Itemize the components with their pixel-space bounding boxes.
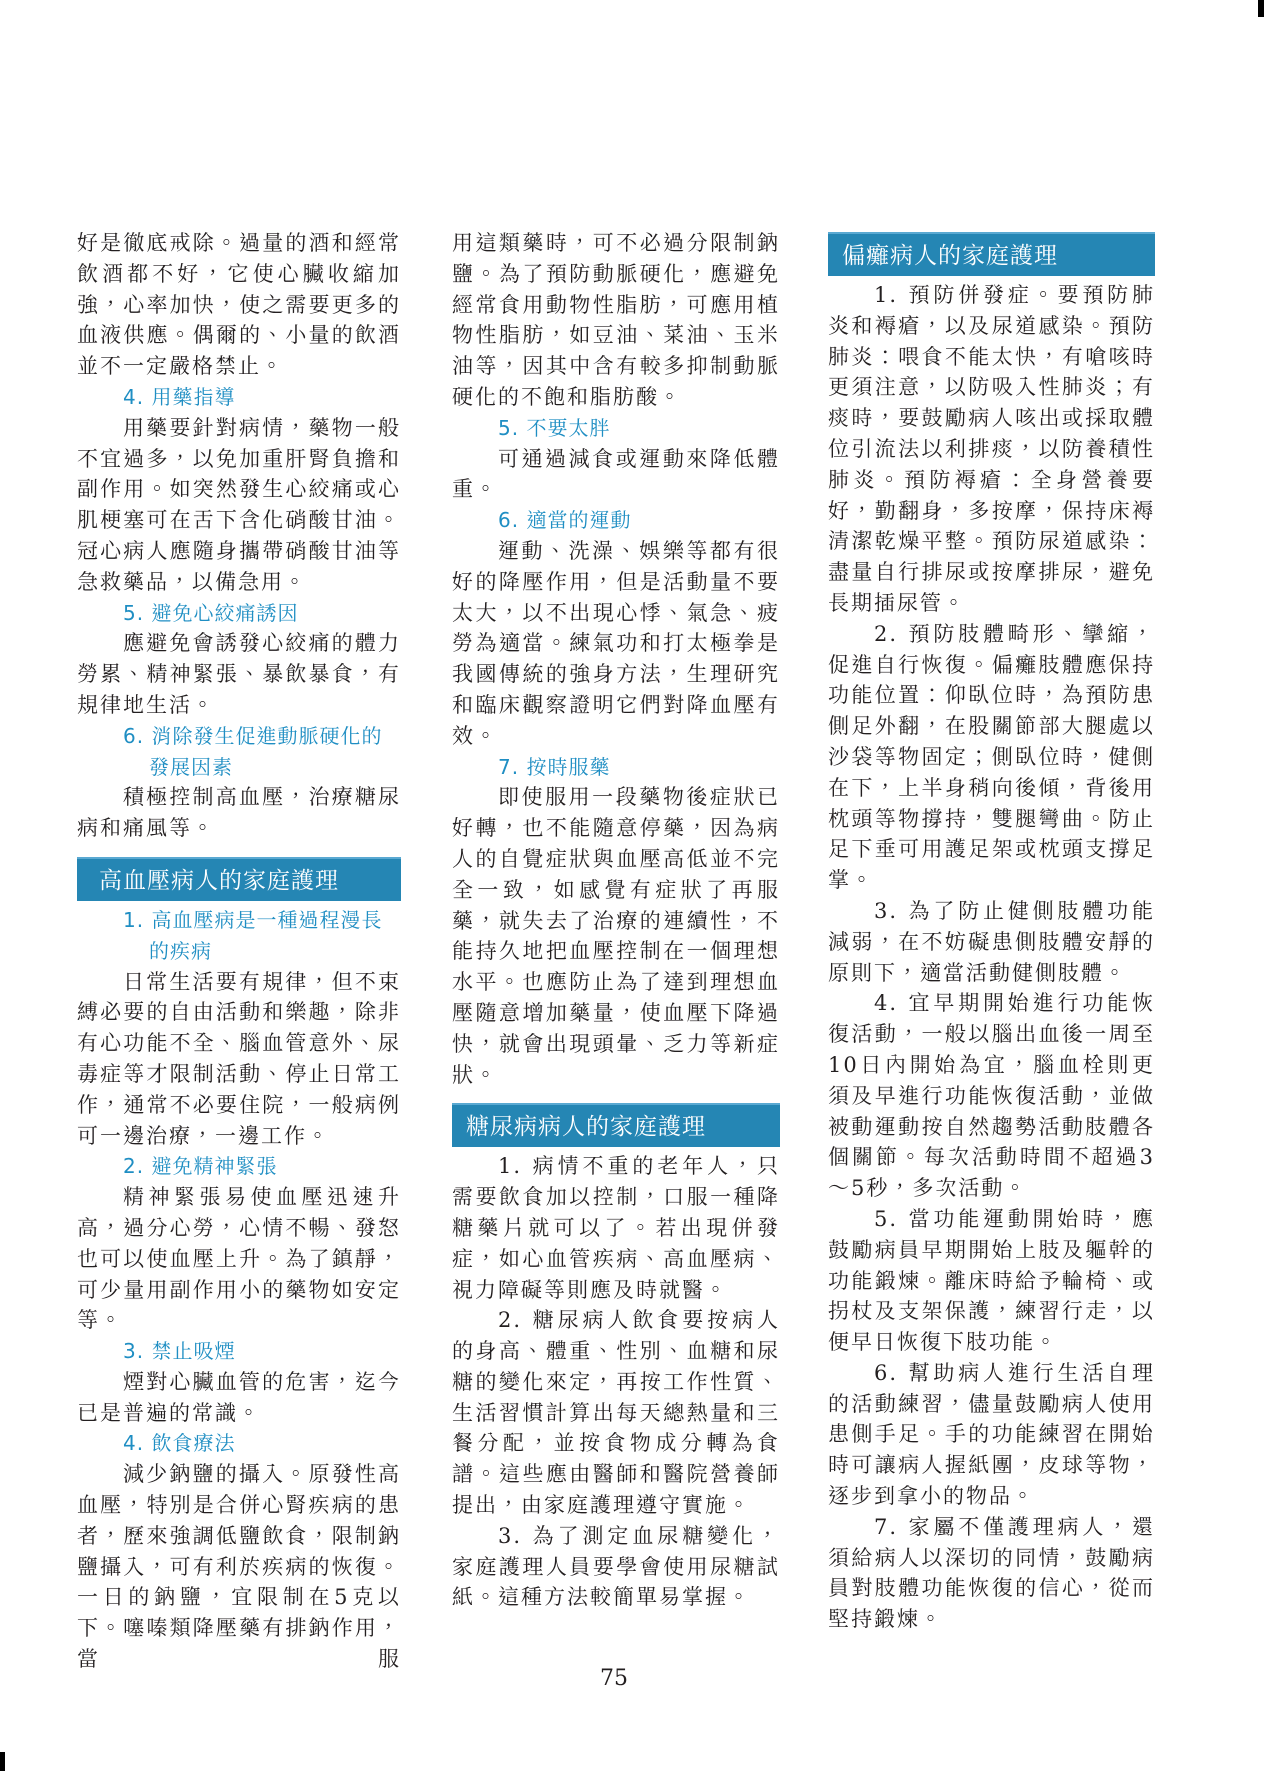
hemiplegia-paragraph-3: 3. 為了防止健側肢體功能減弱，在不妨礙患側肢體安靜的原則下，適當活動健側肢體。 (828, 898, 1155, 985)
hypertension-item-5-body: 可通過減食或運動來降低體重。 (452, 446, 780, 502)
diabetes-paragraph-3: 3. 為了測定血尿糖變化，家庭護理人員要學會使用尿糖試紙。這種方法較簡單易掌握。 (452, 1523, 780, 1610)
hypertension-item-4-body: 減少鈉鹽的攝入。原發性高血壓，特別是合併心腎疾病的患者，歷來強調低鹽飲食，限制鈉鹽攝入，可有利於疾病的恢復。一日的鈉鹽，宜限制在5克以下。噻嗪類降壓藥有排鈉作用，當服 (77, 1462, 401, 1672)
hemiplegia-paragraph-5: 5. 當功能運動開始時，應鼓勵病員早期開始上肢及軀幹的功能鍛煉。離床時給予輪椅、或拐杖及支架保護，練習行走，以便早日恢復下肢功能。 (828, 1206, 1155, 1355)
coronary-intro-tail: 好是徹底戒除。過量的酒和經常飲酒都不好，它使心臟收縮加強，心率加快，使之需要更多的血液供應。偶爾的、小量的飲酒並不一定嚴格禁止。 (77, 231, 401, 379)
hypertension-item-1-body: 日常生活要有規律，但不束縛必要的自由活動和樂趣，除非有心功能不全、腦血管意外、尿毒症等才限制活動、停止日常工作，通常不必要住院，一般病例可一邊治療，一邊工作。 (77, 969, 401, 1148)
hypertension-item-7-heading: 7. 按時服藥 (498, 754, 611, 779)
hypertension-item-2-body: 精神緊張易使血壓迅速升高，過分心勞，心情不暢、發怒也可以使血壓上升。為了鎮靜，可少量用副作用小的藥物如安定等。 (77, 1185, 401, 1333)
diabetes-section-header: 糖尿病病人的家庭護理 (452, 1103, 780, 1147)
hemiplegia-section-header: 偏癱病人的家庭護理 (828, 232, 1155, 276)
diabetes-paragraph-2: 2. 糖尿病人飲食要按病人的身高、體重、性別、血糖和尿糖的變化來定，再按工作性質、生活習慣計算出每天總熱量和三餐分配，並按食物成分轉為食譜。這些應由醫師和醫院營養師提出，由家庭護理遵守實施。 (452, 1308, 780, 1518)
column-right (828, 232, 1155, 1635)
hypertension-item-6-heading: 6. 適當的運動 (498, 508, 632, 533)
hemiplegia-paragraph-1: 1. 預防併發症。要預防肺炎和褥瘡，以及尿道感染。預防肺炎：喂食不能太快，有嗆咳時更須注意，以防吸入性肺炎；有痰時，要鼓勵病人咳出或採取體位引流法以利排痰，以防養積性肺炎。預防褥瘡：全身營養要好，勤翻身，多按摩，保持床褥清潔乾燥平整。預防尿道感染：盡量自行排尿或按摩排尿，避免長期插尿管。 (828, 283, 1155, 615)
hemiplegia-paragraph-4: 4. 宜早期開始進行功能恢復活動，一般以腦出血後一周至10日內開始為宜，腦血栓則更須及早進行功能恢復活動，並做被動運動按自然趨勢活動肢體各個關節。每次活動時間不超過3～5秒，多次活動。 (828, 991, 1155, 1201)
hypertension-item-4-body-continued: 用這類藥時，可不必過分限制鈉鹽。為了預防動脈硬化，應避免經常食用動物性脂肪，可應用植物性脂肪，如豆油、菜油、玉米油等，因其中含有較多抑制動脈硬化的不飽和脂肪酸。 (452, 231, 780, 409)
coronary-item-5-body: 應避免會誘發心絞痛的體力勞累、精神緊張、暴飲暴食，有規律地生活。 (77, 631, 401, 717)
scan-mark-top-right (1258, 0, 1264, 17)
coronary-item-5-heading: 5. 避免心絞痛誘因 (123, 600, 299, 625)
hemiplegia-paragraph-7: 7. 家屬不僅護理病人，還須給病人以深切的同情，鼓勵病員對肢體功能恢復的信心，從而堅持鍛煉。 (828, 1514, 1155, 1632)
diabetes-paragraph-1: 1. 病情不重的老年人，只需要飲食加以控制，口服一種降糖藥片就可以了。若出現併發症，如心血管疾病、高血壓病、視力障礙等則應及時就醫。 (452, 1154, 780, 1302)
hypertension-item-6-body: 運動、洗澡、娛樂等都有很好的降壓作用，但是活動量不要太大，以不出現心悸、氣急、疲勞為適當。練氣功和打太極拳是我國傳統的強身方法，生理研究和臨床觀察證明它們對降血壓有效。 (452, 538, 780, 748)
hypertension-item-2-heading: 2. 避免精神緊張 (123, 1154, 278, 1179)
hypertension-item-3-body: 煙對心臟血管的危害，迄今已是普遍的常識。 (77, 1369, 401, 1425)
coronary-item-6-body: 積極控制高血壓，治療糖尿病和痛風等。 (77, 785, 401, 841)
coronary-item-4-heading: 4. 用藥指導 (123, 384, 236, 409)
hypertension-section-header: 高血壓病人的家庭護理 (77, 857, 401, 901)
hypertension-item-1-heading: 1. 高血壓病是一種過程漫長的疾病 (123, 907, 383, 963)
column-middle (452, 228, 780, 1613)
column-left (77, 228, 401, 1675)
scan-mark-bottom-left (0, 1752, 5, 1771)
hypertension-item-4-heading: 4. 飲食療法 (123, 1431, 236, 1456)
hypertension-item-7-body: 即使服用一段藥物後症狀已好轉，也不能隨意停藥，因為病人的自覺症狀與血壓高低並不完全一致，如感覺有症狀了再服藥，就失去了治療的連續性，不能持久地把血壓控制在一個理想水平。也應防止為了達到理想血壓隨意增加藥量，使血壓下降過快，就會出現頭暈、乏力等新症狀。 (452, 785, 780, 1087)
hemiplegia-paragraph-2: 2. 預防肢體畸形、攣縮，促進自行恢復。偏癱肢體應保持功能位置：仰臥位時，為預防患側足外翻，在股關節部大腿處以沙袋等物固定；側臥位時，健側在下，上半身稍向後傾，背後用枕頭等物撐持，雙腿彎曲。防止足下垂可用護足架或枕頭支撐足掌。 (828, 621, 1155, 893)
coronary-item-6-heading: 6. 消除發生促進動脈硬化的發展因素 (123, 723, 383, 779)
coronary-item-4-body: 用藥要針對病情，藥物一般不宜過多，以免加重肝腎負擔和副作用。如突然發生心絞痛或心肌梗塞可在舌下含化硝酸甘油。冠心病人應隨身攜帶硝酸甘油等急救藥品，以備急用。 (77, 415, 401, 594)
hypertension-item-5-heading: 5. 不要太胖 (498, 415, 611, 440)
hypertension-item-3-heading: 3. 禁止吸煙 (123, 1339, 236, 1364)
page-number: 75 (600, 1666, 628, 1691)
hemiplegia-paragraph-6: 6. 幫助病人進行生活自理的活動練習，儘量鼓勵病人使用患側手足。手的功能練習在開始時可讓病人握紙團，皮球等物，逐步到拿小的物品。 (828, 1360, 1155, 1509)
